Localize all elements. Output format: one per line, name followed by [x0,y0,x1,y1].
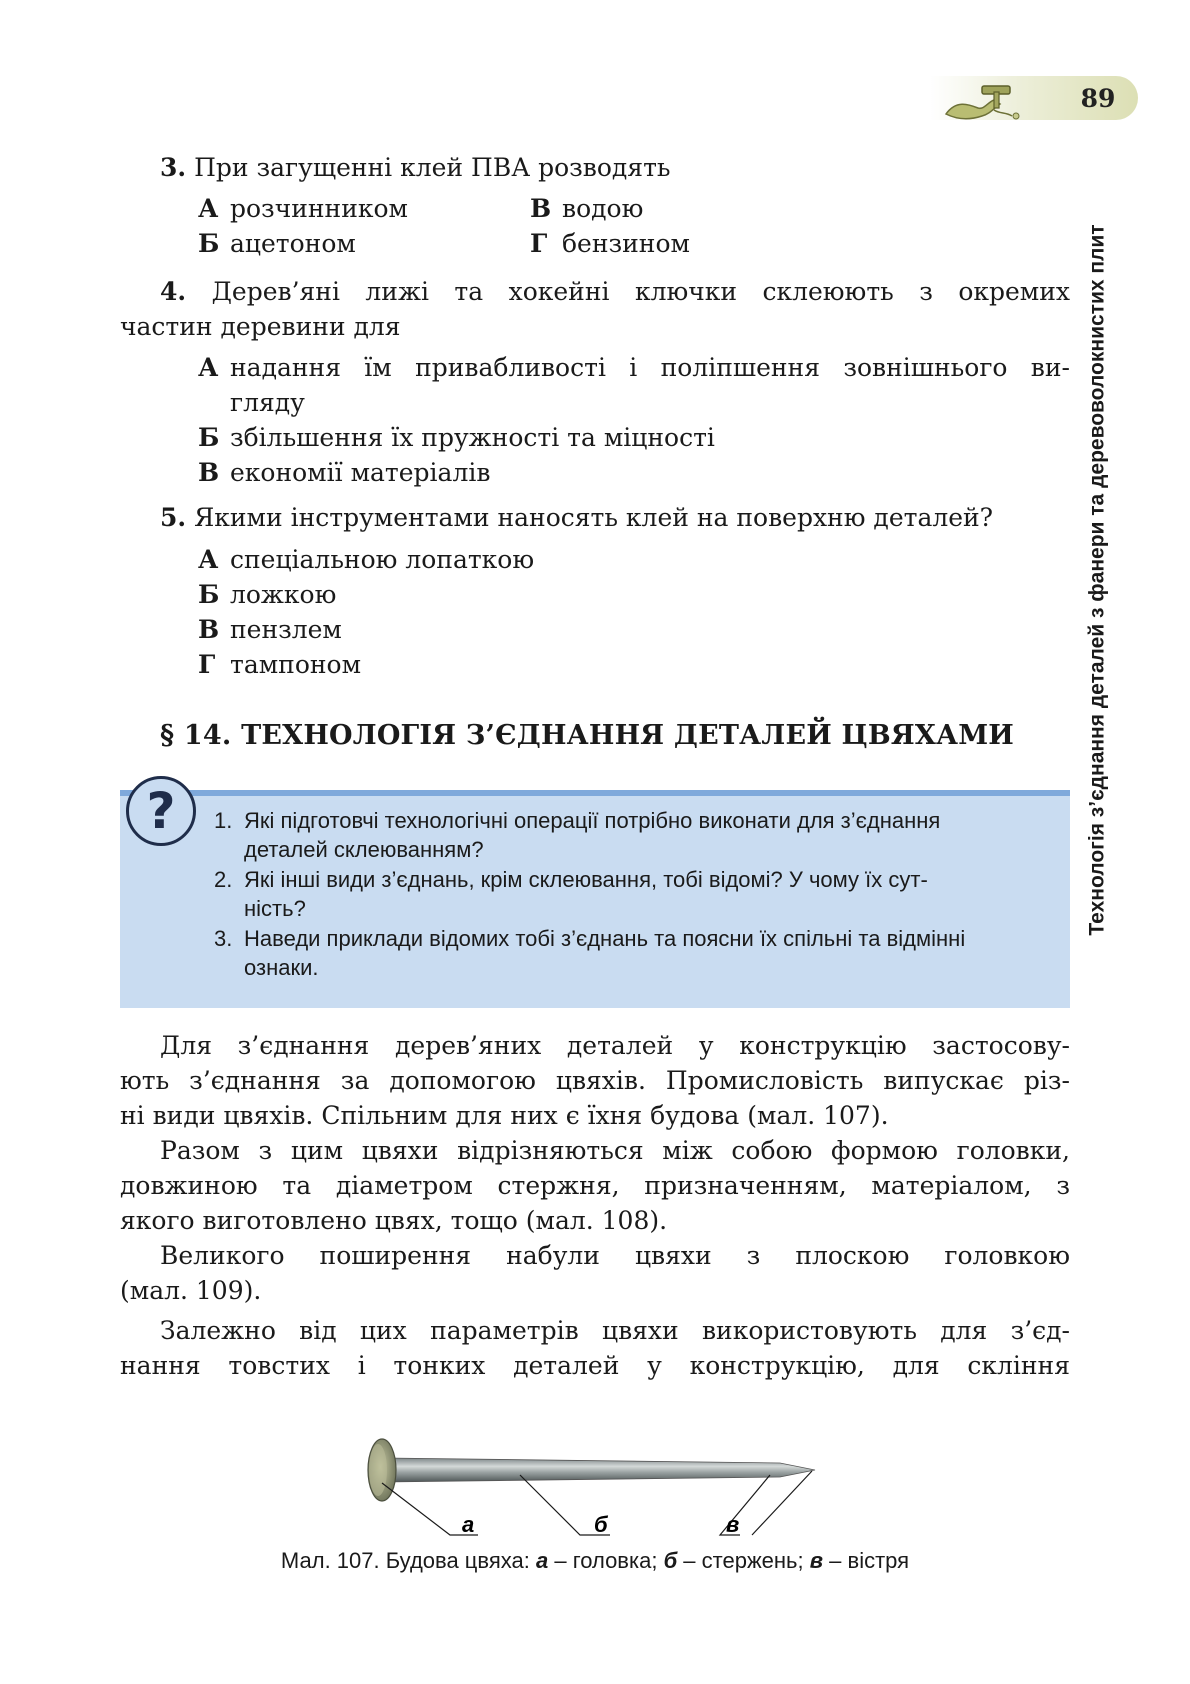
review-question-text: Які підготовчі технологічні операції потрібно виконати для з’єднання [244,808,941,833]
answer-option [198,542,534,577]
question-number: 5. [160,503,187,532]
caption-prefix: Мал. 107. Будова цвяха: [280,1548,536,1573]
option-letter: В [198,458,220,487]
caption-text-b: – стержень; [677,1548,810,1573]
caption-label-a: а [535,1548,549,1573]
label-b: б [594,1512,608,1537]
answer-option [530,191,643,226]
answer-option [198,647,361,682]
review-question-number: 2. [214,867,233,892]
option-letter: В [198,615,220,644]
caption-label-b: б [663,1548,678,1573]
option-text: тампоном [230,650,362,679]
paragraph-line: Разом з цим цвяхи відрізняються між собою формою головки, [160,1136,1070,1165]
figure-caption [0,1548,1190,1574]
question-text: При загущенні клей ПВА розводять [194,153,671,182]
option-text: пензлем [230,615,342,644]
answer-option [198,226,356,261]
caption-text-c: – вістря [823,1548,910,1573]
option-text: економії матеріалів [230,458,491,487]
review-question-number: 1. [214,808,233,833]
option-letter: А [198,194,219,223]
option-text: ложкою [230,580,337,609]
nail-illustration [360,1415,830,1555]
option-letter: Б [198,580,220,609]
paragraph-line: Залежно від цих параметрів цвяхи використовують для з’єд- [160,1316,1070,1345]
paragraph-line: якого виготовлено цвях, тощо (мал. 108). [120,1206,668,1235]
label-a: а [462,1512,475,1537]
paragraph-line: нання товстих і тонких деталей у конструкцію, для скління [120,1351,1070,1380]
option-text: водою [562,194,644,223]
review-question [214,865,1054,923]
answer-option [198,350,1070,385]
body-paragraph [120,1133,1070,1238]
page-number: 89 [1080,84,1116,113]
body-paragraph [120,1028,1070,1133]
answer-option [530,226,690,261]
option-letter: В [530,194,552,223]
answer-option [198,612,342,647]
body-paragraph [120,1238,1070,1308]
caption-label-c: в [809,1548,824,1573]
test-question-4-cont: частин деревини для [120,312,401,341]
review-question [214,806,1054,864]
option-letter: А [198,545,219,574]
caption-text-a: – головка; [548,1548,664,1573]
nail-shaft [384,1458,815,1482]
answer-option [198,455,490,490]
review-question-text-cont: ознаки. [244,955,319,980]
option-letter: Г [198,650,216,679]
review-question-number: 3. [214,926,233,951]
option-text: бензином [562,229,690,258]
paragraph-line: Великого поширення набули цвяхи з плоскою головкою [160,1241,1070,1270]
review-question-text: Які інші види з’єднань, крім склеювання, тобі відомі? У чому їх сут- [244,867,928,892]
question-text: Якими інструментами наносять клей на поверхню деталей? [194,503,994,532]
answer-option [198,577,336,612]
question-mark-icon: ? [126,776,196,846]
answer-option [198,191,408,226]
body-paragraph [120,1313,1070,1383]
answer-option-cont: гляду [230,388,305,417]
review-question [214,924,1054,982]
option-letter: Г [530,229,548,258]
question-text: Дерев’яні лижі та хокейні ключки склеюють з окремих [211,277,1070,306]
review-question-text-cont: ність? [244,896,306,921]
test-question-5 [160,500,993,535]
review-question-text-cont: деталей склеюванням? [244,837,484,862]
answer-option [198,420,715,455]
label-c: в [726,1512,740,1537]
option-text: ацетоном [230,229,356,258]
option-letter: Б [198,229,220,258]
question-number: 3. [160,153,187,182]
question-number: 4. [160,277,187,306]
paragraph-line: Для з’єднання дерев’яних деталей у конструкцію застосову- [160,1031,1070,1060]
review-questions-list [214,806,1054,983]
chapter-side-title [1078,160,1118,1000]
paragraph-line: довжиною та діаметром стержня, призначенням, матеріалом, з [120,1171,1070,1200]
test-question-3 [160,150,671,185]
test-question-4 [160,274,1070,309]
chapter-side-title-text: Технологія з’єднання деталей з фанери та деревоволокнистих плит [1086,224,1110,936]
paragraph-line: ють з’єднання за допомогою цвяхів. Промисловість випускає різ- [120,1066,1070,1095]
option-text: розчинником [230,194,408,223]
paragraph-line: ні види цвяхів. Спільним для них є їхня будова (мал. 107). [120,1101,889,1130]
option-letter: А [198,353,219,382]
hammer-hand-logo-icon [938,70,1038,128]
option-text: спеціальною лопаткою [230,545,535,574]
section-title: § 14. ТЕХНОЛОГІЯ З’ЄДНАННЯ ДЕТАЛЕЙ ЦВЯХАМИ [160,720,1014,751]
review-question-text: Наведи приклади відомих тобі з’єднань та поясни їх спільні та відмінні [244,926,966,951]
paragraph-line: (мал. 109). [120,1276,262,1305]
option-text: надання їм привабливості і поліпшення зовнішнього ви- [230,353,1070,382]
option-text: збільшення їх пружності та міцності [230,423,715,452]
option-letter: Б [198,423,220,452]
